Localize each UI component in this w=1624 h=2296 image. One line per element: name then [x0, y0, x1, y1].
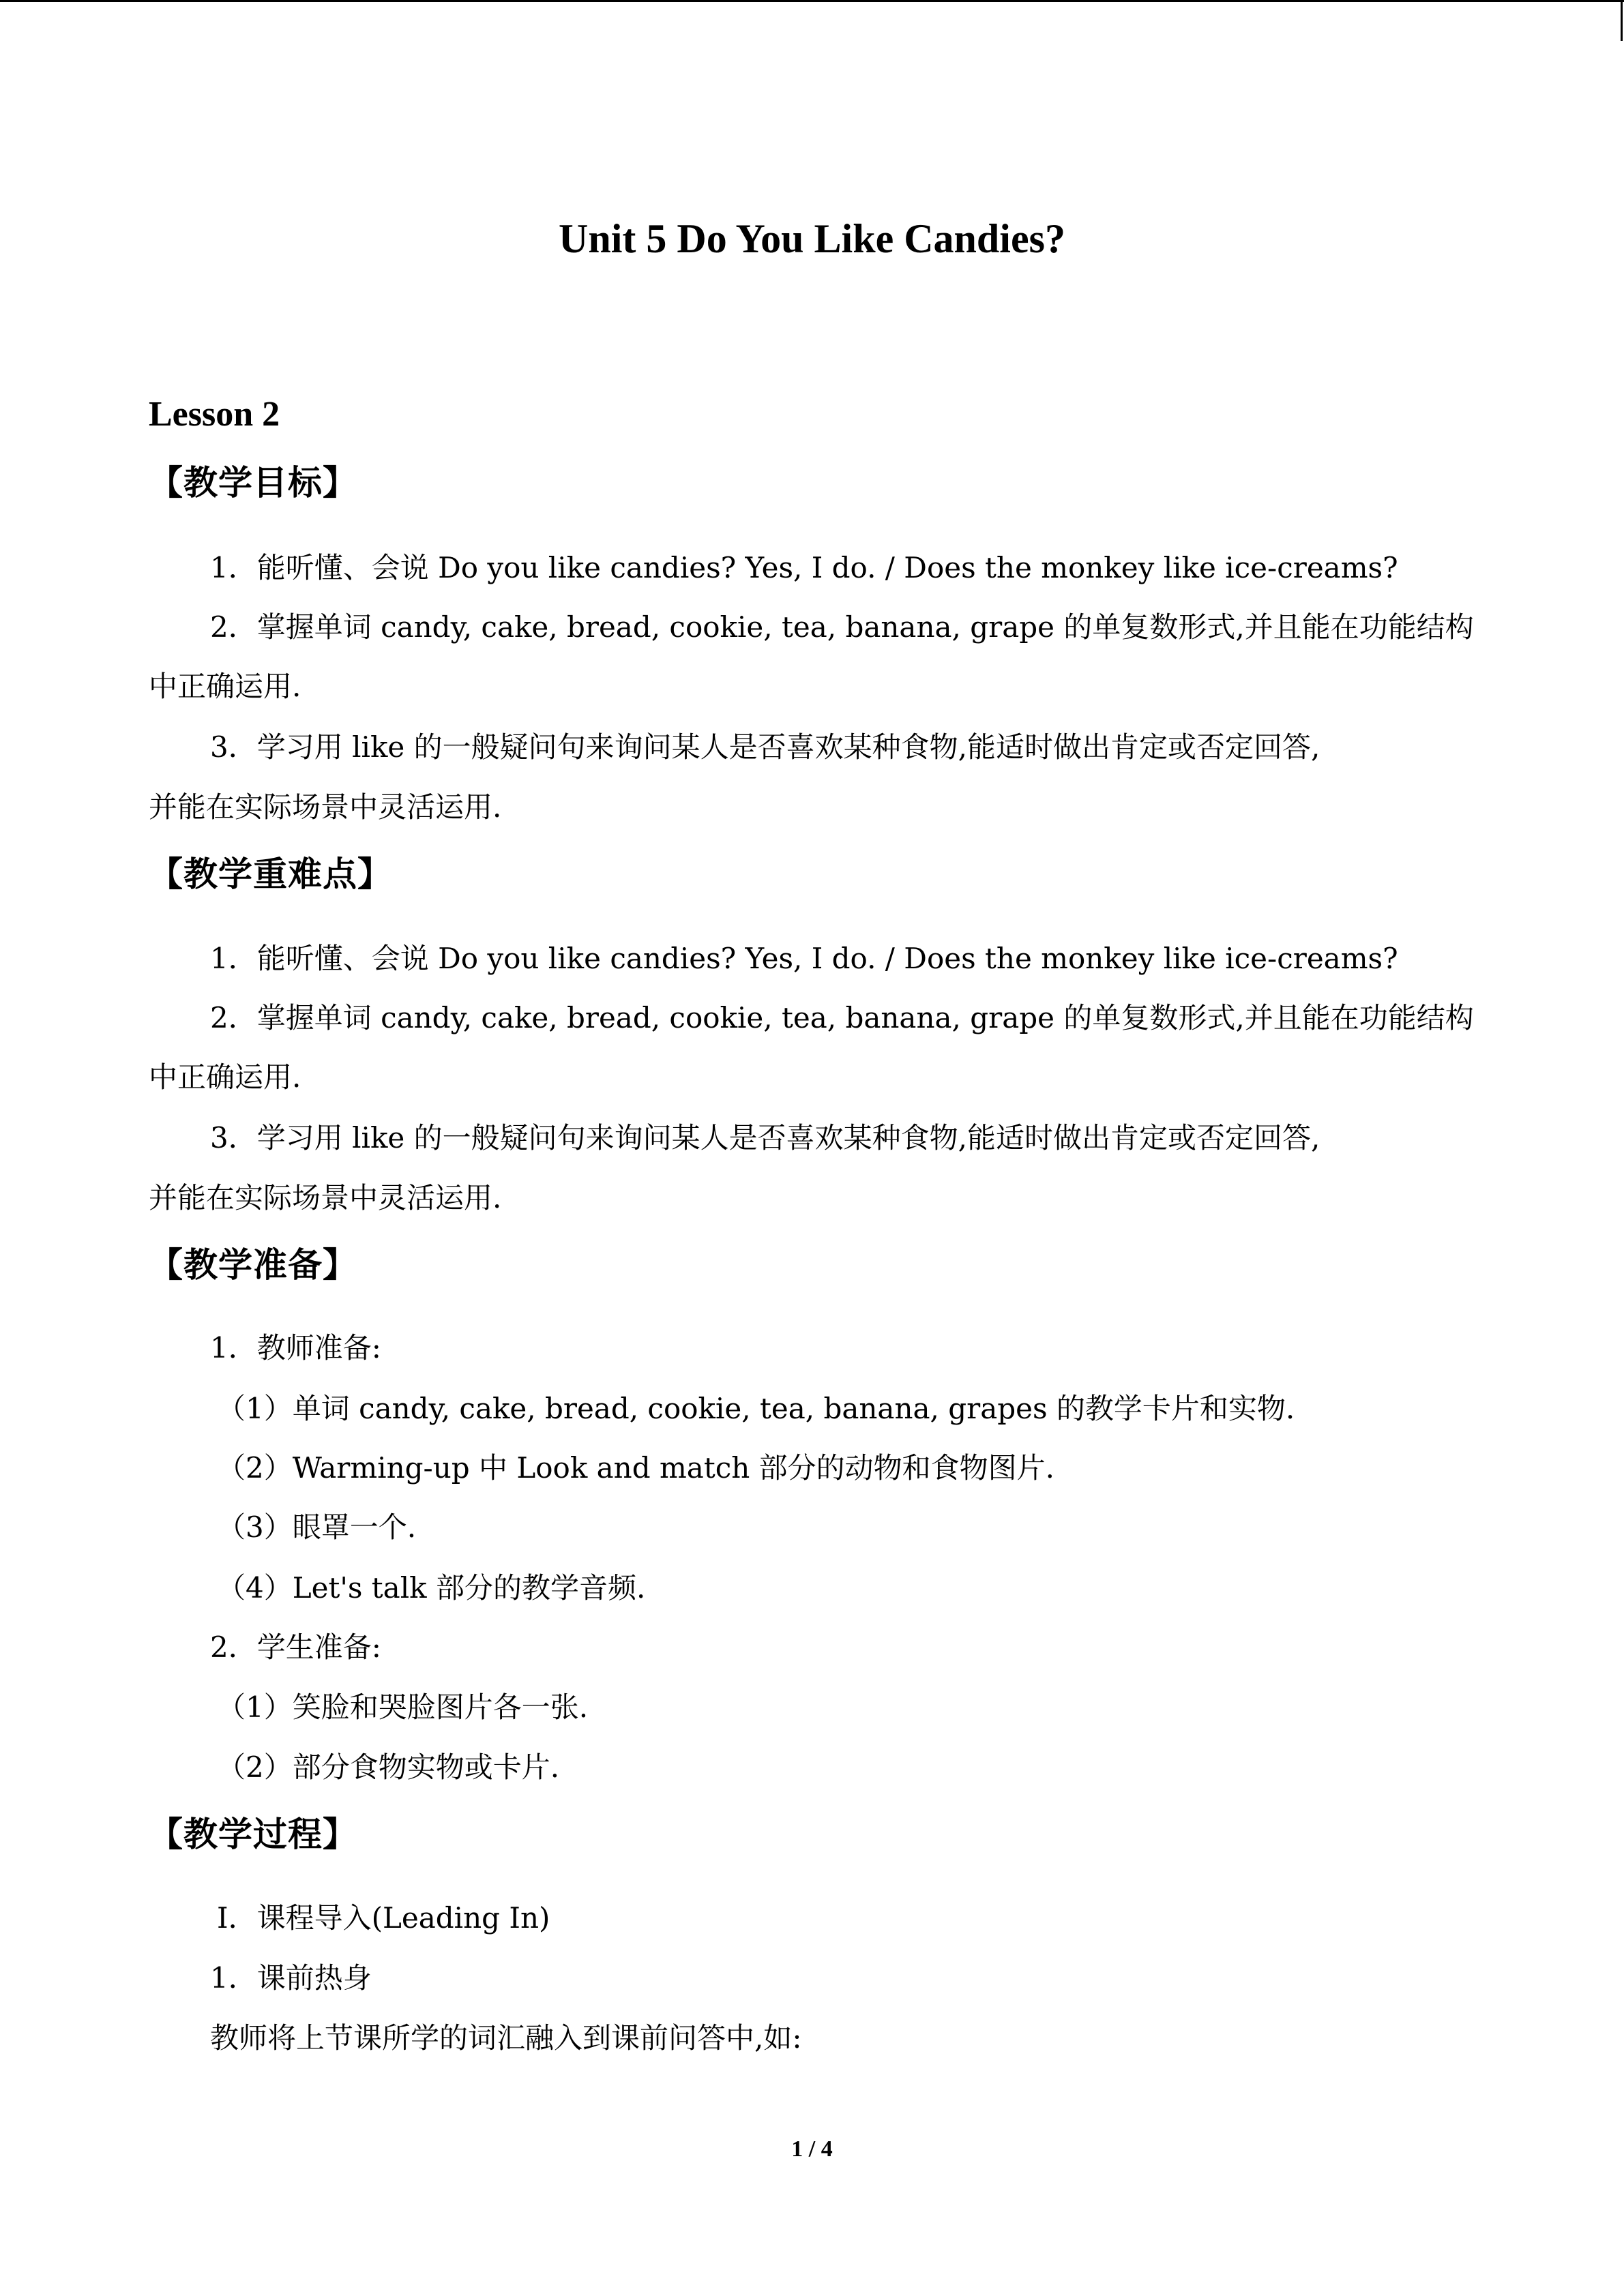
- objectives-line-1: 1．能听懂、会说 Do you like candies? Yes, I do. / Does the monkey like ice-creams?: [210, 551, 1398, 584]
- key-points-line-4: 3．学习用 like 的一般疑问句来询问某人是否喜欢某种食物,能适时做出肯定或否定回答,: [210, 1121, 1320, 1154]
- preparation-heading: 【教学准备】: [149, 1245, 357, 1285]
- lesson-label: Lesson 2: [149, 395, 280, 434]
- key-points-line-5: 并能在实际场景中灵活运用.: [149, 1181, 502, 1214]
- preparation-line-4: （3）眼罩一个.: [217, 1510, 417, 1544]
- process-line-2: 1．课前热身: [210, 1961, 372, 1995]
- objectives-line-4: 3．学习用 like 的一般疑问句来询问某人是否喜欢某种食物,能适时做出肯定或否定回答,: [210, 730, 1320, 764]
- preparation-line-2: （1）单词 candy, cake, bread, cookie, tea, banana, grapes 的教学卡片和实物.: [217, 1392, 1295, 1425]
- objectives-line-2: 2．掌握单词 candy, cake, bread, cookie, tea, banana, grape 的单复数形式,并且能在功能结构: [210, 610, 1474, 644]
- preparation-line-3: （2）Warming-up 中 Look and match 部分的动物和食物图片.: [217, 1451, 1054, 1485]
- page-border-top: [0, 0, 1624, 2]
- key-points-line-1: 1．能听懂、会说 Do you like candies? Yes, I do. / Does the monkey like ice-creams?: [210, 942, 1398, 975]
- preparation-line-6: 2．学生准备:: [210, 1630, 381, 1664]
- key-points-line-3: 中正确运用.: [149, 1060, 301, 1094]
- process-line-1: Ⅰ．课程导入(Leading In): [217, 1901, 550, 1935]
- preparation-line-1: 1．教师准备:: [210, 1331, 381, 1365]
- preparation-line-7: （1）笑脸和哭脸图片各一张.: [217, 1690, 589, 1724]
- preparation-line-5: （4）Let's talk 部分的教学音频.: [217, 1571, 646, 1605]
- process-heading: 【教学过程】: [149, 1815, 357, 1854]
- objectives-heading: 【教学目标】: [149, 463, 357, 503]
- preparation-line-8: （2）部分食物实物或卡片.: [217, 1750, 560, 1784]
- key-points-heading: 【教学重难点】: [149, 854, 392, 894]
- objectives-line-3: 中正确运用.: [149, 670, 301, 703]
- document-title: Unit 5 Do You Like Candies?: [559, 216, 1065, 261]
- key-points-line-2: 2．掌握单词 candy, cake, bread, cookie, tea, banana, grape 的单复数形式,并且能在功能结构: [210, 1001, 1474, 1034]
- process-line-3: 教师将上节课所学的词汇融入到课前问答中,如:: [210, 2021, 802, 2055]
- page-number: 1 / 4: [791, 2136, 833, 2162]
- page-border-right: [1621, 0, 1623, 41]
- objectives-line-5: 并能在实际场景中灵活运用.: [149, 790, 502, 824]
